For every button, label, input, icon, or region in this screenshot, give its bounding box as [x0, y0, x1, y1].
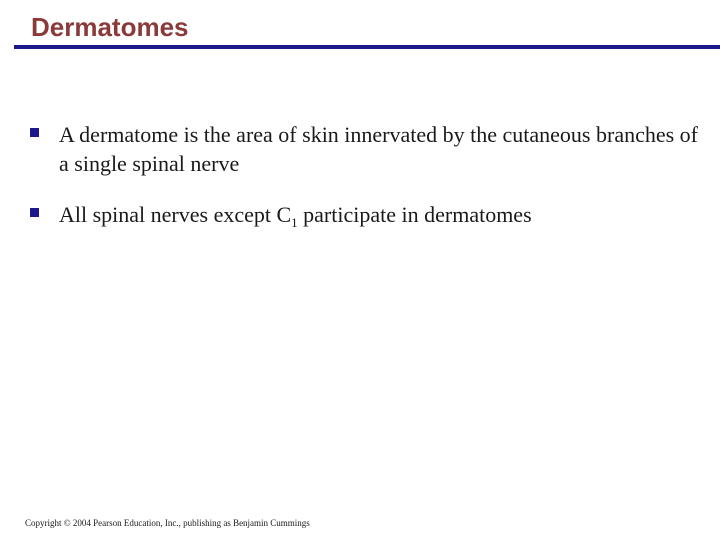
bullet-list — [30, 120, 700, 229]
bullet-text-after: participate in dermatomes — [297, 202, 532, 227]
square-bullet-icon — [30, 128, 39, 137]
subscript-number: 1 — [291, 215, 298, 230]
title-underline — [14, 45, 720, 49]
copyright-footer: Copyright © 2004 Pearson Education, Inc., publishing as Benjamin Cummings — [25, 518, 310, 528]
bullet-text: A dermatome is the area of skin innervated by the cutaneous branches of a single spinal nerve — [59, 122, 698, 176]
bullet-item — [30, 120, 700, 178]
bullet-item — [30, 200, 700, 229]
slide-title: Dermatomes — [31, 12, 189, 42]
bullet-text-before: All spinal nerves except C — [59, 202, 292, 227]
square-bullet-icon — [30, 208, 39, 217]
